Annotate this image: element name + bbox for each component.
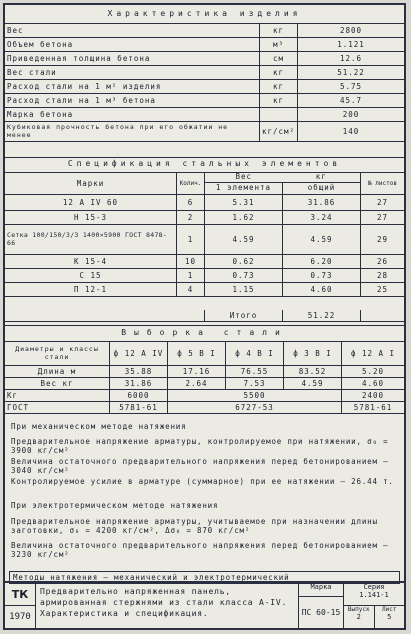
selection-header [5, 341, 404, 366]
mech-note-1: Предварительное напряжение арматуры, контролируемое при натяжении, σ₀ = 3900 кг/см² [11, 437, 389, 455]
steel-mark: П 12-1 [5, 282, 177, 296]
char-unit: кг [260, 79, 298, 93]
selection-value: 4.59 [284, 377, 342, 389]
char-row [5, 37, 404, 52]
steel-one: 4.59 [205, 224, 283, 254]
char-unit: кг [260, 65, 298, 79]
steel-row [5, 254, 404, 269]
steel-mark: С 15 [5, 268, 177, 282]
selection-value: 35.88 [110, 365, 168, 377]
char-value: 51.22 [337, 67, 365, 77]
steel-sheet: 28 [376, 270, 389, 280]
steel-one: 1.15 [205, 282, 283, 296]
steel-sheet: 27 [376, 197, 389, 207]
char-unit: кг [260, 93, 298, 107]
steel-qty: 1 [177, 224, 205, 254]
char-value: 5.75 [339, 81, 363, 91]
elec-note-2: Величина остаточного предварительного напряжения перед бетонированием — 3230 кг/см² [11, 541, 389, 559]
title-block [5, 581, 404, 628]
char-value: 140 [342, 126, 360, 136]
char-value: 1.121 [337, 39, 365, 49]
col-total: общий [307, 183, 336, 192]
selection-gost-row [5, 401, 404, 414]
char-value: 12.6 [339, 53, 363, 63]
col-qty: Колич. [177, 172, 205, 194]
char-unit: кг/см² [260, 121, 298, 141]
mech-title: При механическом методе натяжения [11, 422, 187, 431]
steel-total: 4.59 [283, 224, 361, 254]
selection-title: Выборка стали [5, 328, 404, 342]
elec-note-1: Предварительное напряжение арматуры, учитываемое при назначении длины заготовки, σ₀ = 4200 кг/см², Δσ₀ = 870 кг/см² [11, 517, 378, 535]
steel-total: 31.86 [283, 194, 361, 210]
selection-value: 31.86 [110, 377, 168, 389]
sheet-label: Лист [382, 606, 397, 613]
mech-note-2: Величина остаточного предварительного напряжения перед бетонированием — 3040 кг/см² [11, 457, 389, 475]
steel-sheet: 25 [376, 284, 389, 294]
total-value: 51.22 [283, 310, 361, 321]
steel-row [5, 268, 404, 283]
steel-row [5, 210, 404, 225]
col-sheet: № листов [368, 179, 397, 187]
selection-value: 7.53 [226, 377, 284, 389]
selection-head: Диаметры и классы стали [5, 341, 110, 365]
char-label: Расход стали на 1 м² изделия [5, 79, 260, 93]
char-unit: м³ [260, 37, 298, 51]
total-label: Итого [205, 310, 283, 321]
char-unit: см [260, 51, 298, 65]
selection-col: ф 5 В I [168, 341, 226, 365]
divider [5, 157, 404, 158]
year: 1970 [9, 612, 31, 622]
char-label: Кубиковая прочность бетона при его обжатии не менее [5, 121, 260, 141]
steel-mark: 12 А IV 60 [5, 194, 177, 210]
col-mark: Марки [5, 172, 177, 194]
selection-gost-value: 5781-61 [110, 401, 168, 413]
char-value: 200 [342, 109, 360, 119]
selection-value: 83.52 [284, 365, 342, 377]
steel-total: 0.73 [283, 268, 361, 282]
selection-kg-value: 5500 [168, 389, 342, 401]
steel-total: 4.60 [283, 282, 361, 296]
char-label: Вес [5, 23, 260, 37]
char-unit: кг [260, 23, 298, 37]
steel-mark: Н 15-3 [5, 210, 177, 224]
steel-row [5, 194, 404, 211]
selection-value: 17.16 [168, 365, 226, 377]
steel-sheet: 27 [376, 212, 389, 222]
char-label: Объем бетона [5, 37, 260, 51]
steel-qty: 2 [177, 210, 205, 224]
series-label: Серия [363, 583, 385, 591]
series-value: 1.141-1 [359, 591, 389, 599]
char-label: Вес стали [5, 65, 260, 79]
steel-mark: Сетка 100/150/3/3 1400×5900 ГОСТ 8478-66 [5, 224, 177, 254]
steel-mark: К 15-4 [5, 254, 177, 268]
char-label: Расход стали на 1 м³ бетона [5, 93, 260, 107]
org-code: ТК [5, 583, 35, 606]
steel-qty: 6 [177, 194, 205, 210]
selection-kg-label: Кг [5, 389, 110, 401]
selection-kg-value: 6000 [110, 389, 168, 401]
char-unit [260, 107, 298, 121]
selection-col: ф 3 В I [284, 341, 342, 365]
issue-value: 2 [356, 613, 361, 621]
steel-one: 0.62 [205, 254, 283, 268]
char-label: Приведенная толщина бетона [5, 51, 260, 65]
selection-kg-value: 2400 [361, 390, 385, 400]
steel-one: 0.73 [205, 268, 283, 282]
mark-value: ПС 60-15 [301, 608, 341, 617]
selection-gost-value: 5781-61 [353, 402, 393, 412]
mark-label: Марка [299, 583, 343, 597]
steel-qty: 10 [177, 254, 205, 268]
steel-total: 6.20 [283, 254, 361, 268]
selection-value: 5.20 [361, 366, 385, 376]
methods-note: Методы натяжения — механический и электротермический [9, 571, 400, 584]
char-row [5, 107, 404, 122]
selection-gost-label: ГОСТ [5, 401, 110, 413]
col-weight-unit: кг [315, 172, 327, 181]
sheet-value: 5 [387, 613, 392, 621]
steel-sheet: 26 [376, 256, 389, 266]
elec-title: При электротермическом методе натяжения [11, 501, 219, 510]
steel-one: 1.62 [205, 210, 283, 224]
selection-col: ф 12 А I [350, 348, 396, 358]
char-value: 2800 [339, 25, 363, 35]
characteristics-title: Характеристика изделия [5, 9, 404, 24]
char-label: Марка бетона [5, 107, 260, 121]
selection-value: 76.55 [226, 365, 284, 377]
steel-spec-header [5, 172, 404, 195]
steel-sheet: 29 [376, 234, 389, 244]
col-weight-label: Вес [235, 172, 253, 181]
selection-col: ф 4 В I [226, 341, 284, 365]
steel-row [5, 224, 404, 255]
issue-label: Выпуск [347, 606, 370, 613]
col-one: 1 элемента [205, 183, 283, 194]
steel-row [5, 282, 404, 297]
selection-col: ф 12 А IV [110, 341, 168, 365]
char-row [5, 121, 404, 142]
selection-label: Вес кг [5, 377, 110, 389]
selection-value: 2.64 [168, 377, 226, 389]
char-row [5, 93, 404, 108]
char-row [5, 65, 404, 80]
steel-qty: 1 [177, 268, 205, 282]
char-value: 45.7 [339, 95, 363, 105]
steel-qty: 4 [177, 282, 205, 296]
selection-value: 4.60 [361, 378, 385, 388]
steel-total: 3.24 [283, 210, 361, 224]
drawing-description: Предварительно напряженная панель, армированная стержнями из стали класса А-IV. Характеристика и спецификация. [36, 583, 299, 628]
char-row [5, 79, 404, 94]
col-weight [205, 172, 361, 194]
steel-total-row [5, 310, 404, 322]
steel-one: 5.31 [205, 194, 283, 210]
selection-gost-value: 6727-53 [168, 401, 342, 413]
char-row [5, 23, 404, 38]
divider [5, 325, 404, 326]
drawing-sheet [3, 3, 406, 630]
steel-spec-title: Спецификация стальных элементов [5, 159, 404, 173]
selection-label: Длина м [5, 365, 110, 377]
char-row [5, 51, 404, 66]
mech-note-3: Контролируемое усилие в арматуре (суммарное) при ее натяжении — 26.44 т. [11, 477, 394, 486]
